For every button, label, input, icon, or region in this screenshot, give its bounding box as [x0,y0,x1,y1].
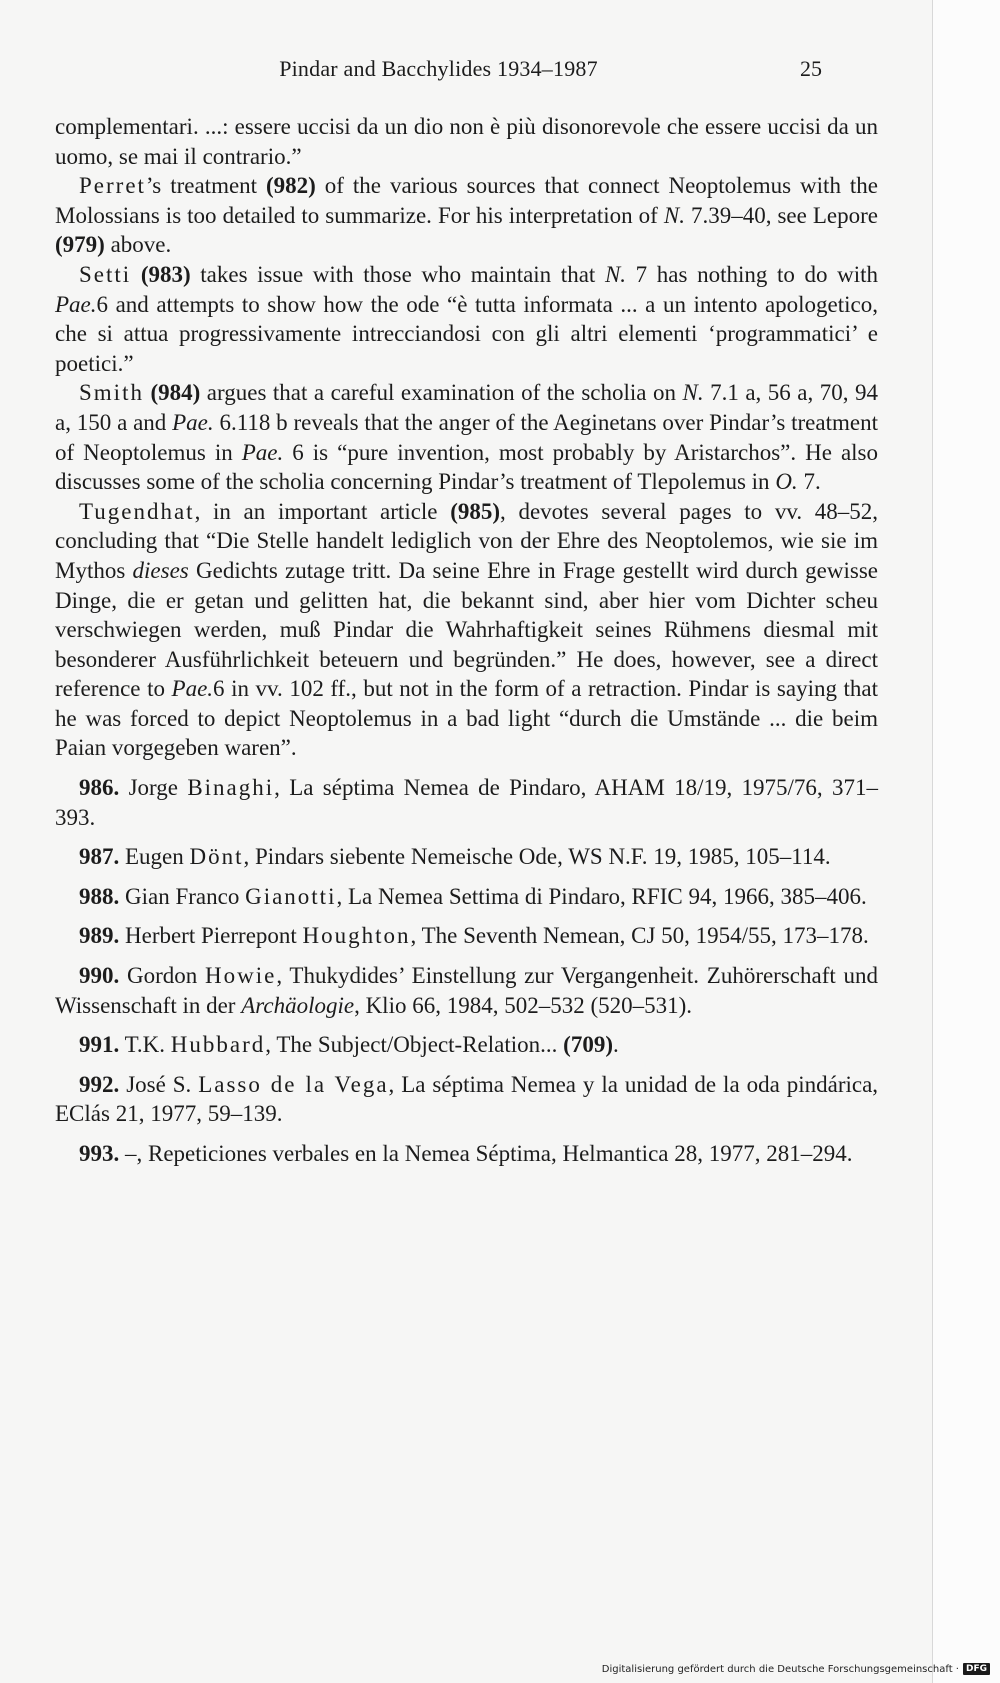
paragraph-setti: Setti (983) takes issue with those who maintain that N. 7 has nothing to do with Pae.6 and attempts to show how the ode “è tutta informata ... a un intento apologetico, che si attua progressivamente intrecciandosi con gli altri elementi ‘programmatici’ e poetici.” [55,261,879,376]
bibliography-entry-992: 992. José S. Lasso de la Vega, La séptima Nemea y la unidad de la oda pindárica, EClás 21, 1977, 59–139. [55,1071,879,1127]
paragraph-perret: Perret’s treatment (982) of the various sources that connect Neoptolemus with the Molossians is too detailed to summarize. For his interpretation of N. 7.39–40, see Lepore (979) above. [55,173,878,258]
dfg-logo-icon: DFG [963,1663,990,1675]
running-head [55,56,822,86]
author-name: Smith [79,380,144,406]
author-name: Perret [79,173,146,199]
paragraph-tugendhat: Tugendhat, in an important article (985), devotes several pages to vv. 48–52, concluding that “Die Stelle handelt lediglich von der Ehre des Neoptolemos, wie sie im Mythos dieses Gedichts zutage tritt. Da seine Ehre in Frage gestellt wird durch gewisse Dinge, die er getan und gelitten hat, die bekannt sind, aber hier vom Dichter scheu verschwiegen werden, muß Pindar die Wahrhaftigkeit seines Rühmens diesmal mit besonderer Ausführlichkeit beteuern und begründen.” He does, however, see a direct reference to Pae.6 in vv. 102 ff., but not in the form of a retraction. Pindar is saying that he was forced to depict Neoptolemus in a bad light “durch die Umstände ... die beim Paian vorgegeben waren”. [55,498,879,761]
paragraph-smith: Smith (984) argues that a careful examination of the scholia on N. 7.1 a, 56 a, 70, 94 a, 150 a and Pae. 6.118 b reveals that the anger of the Aeginetans over Pindar’s treatment of Neoptolemus in Pae. 6 is “pure invention, most probably by Aristarchos”. He also discusses some of the scholia concerning Pindar’s treatment of Tlepolemus in O. 7. [55,380,879,495]
reference-number: (984) [150,380,201,406]
paragraph-continuation: complementari. ...: essere uccisi da un dio non è più disonorevole che essere uccisi da un uomo, se mai il contrario.” [55,114,878,169]
bibliography-entry-988: 988. Gian Franco Gianotti, La Nemea Settima di Pindaro, RFIC 94, 1966, 385–406. [79,883,867,909]
reference-number: (709) [563,1032,613,1058]
bibliography-entry-986: 986. Jorge Binaghi, La séptima Nemea de Pindaro, AHAM 18/19, 1975/76, 371–393. [55,775,879,830]
footer-text: Digitalisierung gefördert durch die Deutsche Forschungsgemeinschaft · [601,1663,959,1675]
reference-number: (983) [140,261,191,287]
bibliography-entry-991: 991. T.K. Hubbard, The Subject/Object-Relation... (709). [79,1032,619,1058]
bibliography-entry-993: 993. –, Repeticiones verbales en la Nemea Séptima, Helmantica 28, 1977, 281–294. [79,1141,853,1166]
bibliography-entry-987: 987. Eugen Dönt, Pindars siebente Nemeische Ode, WS N.F. 19, 1985, 105–114. [79,844,831,870]
author-name: Setti [79,261,132,287]
page-number: 25 [800,56,822,81]
bibliography-entry-989: 989. Herbert Pierrepont Houghton, The Seventh Nemean, CJ 50, 1954/55, 173–178. [79,923,869,949]
bibliography-entry-990: 990. Gordon Howie, Thukydides’ Einstellung zur Vergangenheit. Zuhörerschaft und Wissenschaft in der Archäologie, Klio 66, 1984, 502–532 (520–531). [55,963,878,1018]
reference-number: (979) [55,232,105,258]
reference-number: (985) [450,498,501,524]
digitization-footer [602,1663,990,1675]
running-head-title: Pindar and Bacchylides 1934–1987 [279,56,598,81]
page-body [55,112,878,1169]
reference-number: (982) [266,173,316,199]
author-name: Tugendhat [79,498,195,524]
